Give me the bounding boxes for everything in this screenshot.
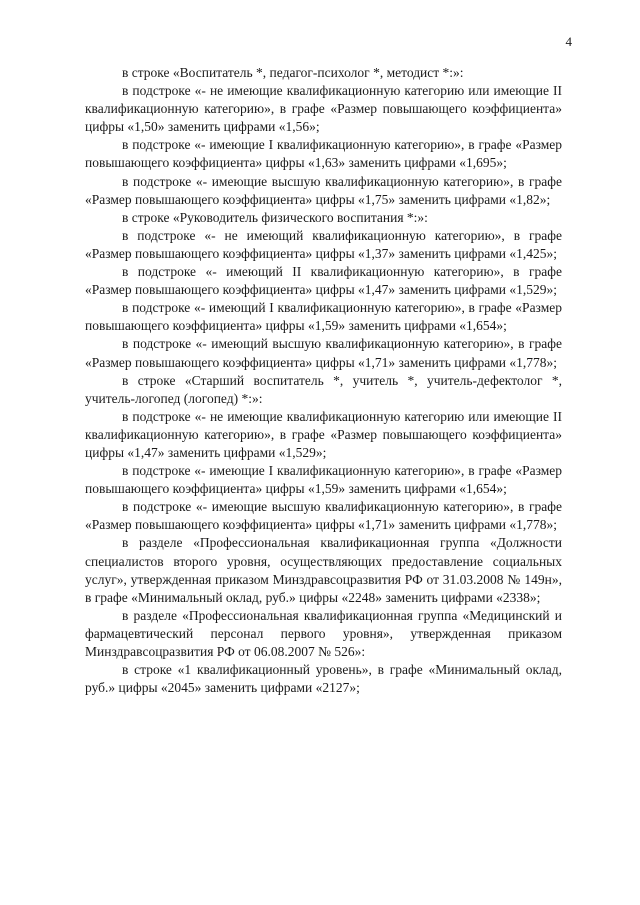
paragraph: в подстроке «- не имеющий квалификационную категорию», в графе «Размер повышающего коэффициента» цифры «1,37» заменить цифрами «1,425»;: [85, 227, 562, 261]
paragraph: в подстроке «- не имеющие квалификационную категорию или имеющие II квалификационную категорию», в графе «Размер повышающего коэффициента» цифры «1,50» заменить цифрами «1,56»;: [85, 83, 562, 135]
document-body: [85, 64, 562, 697]
paragraph: в подстроке «- имеющие I квалификационную категорию», в графе «Размер повышающего коэффициента» цифры «1,63» заменить цифрами «1,695»;: [85, 137, 562, 171]
paragraph: в подстроке «- не имеющие квалификационную категорию или имеющие II квалификационную категорию», в графе «Размер повышающего коэффициента» цифры «1,47» заменить цифрами «1,529»;: [85, 408, 562, 460]
paragraph: в подстроке «- имеющий I квалификационную категорию», в графе «Размер повышающего коэффициента» цифры «1,59» заменить цифрами «1,654»;: [85, 300, 562, 334]
paragraph: в строке «1 квалификационный уровень», в графе «Минимальный оклад, руб.» цифры «2045» заменить цифрами «2127»;: [85, 662, 562, 696]
paragraph: в подстроке «- имеющий высшую квалификационную категорию», в графе «Размер повышающего коэффициента» цифры «1,71» заменить цифрами «1,778»;: [85, 336, 562, 370]
paragraph: в строке «Старший воспитатель *, учитель *, учитель-дефектолог *, учитель-логопед (логопед) *:»:: [85, 372, 562, 406]
paragraph: в подстроке «- имеющие I квалификационную категорию», в графе «Размер повышающего коэффициента» цифры «1,59» заменить цифрами «1,654»;: [85, 463, 562, 497]
paragraph: в подстроке «- имеющий II квалификационную категорию», в графе «Размер повышающего коэффициента» цифры «1,47» заменить цифрами «1,529»;: [85, 264, 562, 298]
paragraph: в разделе «Профессиональная квалификационная группа «Медицинский и фармацевтический персонал первого уровня», утвержденная приказом Минздравсоцразвития РФ от 06.08.2007 № 526»:: [85, 607, 562, 659]
paragraph: в строке «Воспитатель *, педагог-психолог *, методист *:»:: [122, 65, 464, 80]
paragraph: в разделе «Профессиональная квалификационная группа «Должности специалистов второго уровня, осуществляющих предоставление социальных услуг», утвержденная приказом Минздравсоцразвития РФ от 31.03.2008 № 149н», в графе «Минимальный оклад, руб.» цифры «2248» заменить цифрами «2338»;: [85, 535, 562, 605]
paragraph: в подстроке «- имеющие высшую квалификационную категорию», в графе «Размер повышающего коэффициента» цифры «1,75» заменить цифрами «1,82»;: [85, 173, 562, 207]
page-number: 4: [565, 34, 572, 49]
paragraph: в подстроке «- имеющие высшую квалификационную категорию», в графе «Размер повышающего коэффициента» цифры «1,71» заменить цифрами «1,778»;: [85, 499, 562, 533]
paragraph: в строке «Руководитель физического воспитания *:»:: [122, 209, 428, 225]
